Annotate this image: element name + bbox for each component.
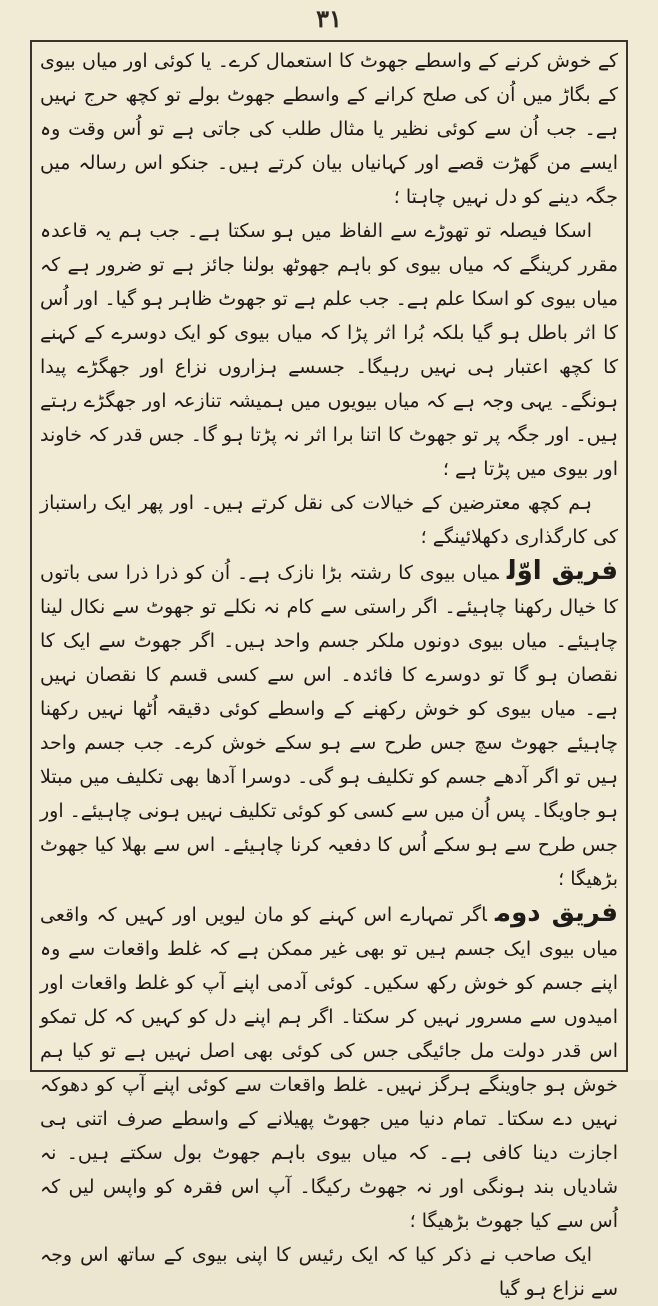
paragraph-text: میاں بیوی کا رشتہ بڑا نازک ہے۔ اُن کو ذرا ذرا سی باتوں کا خیال رکھنا چاہیئے۔ اگر راستی سے کام نہ نکلے تو جھوٹ سے نکال لینا چاہیئے۔ میاں بیوی دونوں ملکر جسم واحد ہیں۔ اگر جھوٹ سے ایک کا نقصان ہو گا تو دوسرے کا فائدہ۔ اس سے کسی قسم کا نقصان نہیں ہے۔ میاں بیوی کو خوش رکھنے کے واسطے کوئی دقیقہ اُٹھا نہیں رکھنا چاہیئے جھوٹ سچ جس طرح سے ہو سکے خوش کرے۔ جب جسم واحد ہیں تو اگر آدھے جسم کو تکلیف ہو گی۔ دوسرا آدھا بھی تکلیف میں مبتلا ہو جاویگا۔ پس اُن میں سے کسی کو کوئی تکلیف نہیں ہونی چاہیئے۔ اور جس طرح سے ہو سکے اُس کا دفعیہ کرنا چاہیئے۔ اس سے بھلا کیا جھوٹ بڑھیگا ؛ — [40, 562, 618, 890]
paragraph — [40, 1238, 618, 1306]
section-heading: فریق دوم — [494, 898, 618, 928]
paragraph — [40, 896, 618, 1238]
paragraph-text: اگر تمہارے اس کہنے کو مان لیویں اور کہیں کہ واقعی میاں بیوی ایک جسم ہیں تو بھی غیر ممکن ہے کہ غلط واقعات سے وہ اپنے جسم کو خوش رکھ سکیں۔ کوئی آدمی اپنے آپ کو غلط واقعات اور امیدوں سے مسرور نہیں کر سکتا۔ اگر ہم اپنے دل کو کہیں کہ کل تمکو اس قدر دولت مل جائیگی جس کی کوئی بھی اصل نہیں ہے تو کیا ہم خوش ہو جاوینگے ہرگز نہیں۔ غلط واقعات سے کوئی اپنے آپ کو دھوکہ نہیں دے سکتا۔ تمام دنیا میں جھوٹ پھیلانے کے واسطے صرف اتنی ہی اجازت دینا کافی ہے۔ کہ میاں بیوی باہم جھوٹ بول سکتے ہیں۔ نہ شادیاں بند ہونگی اور نہ جھوٹ رکیگا۔ آپ اس فقرہ کو واپس لیں کہ اُس سے کیا جھوٹ بڑھیگا ؛ — [40, 904, 618, 1232]
paragraph-text: ایک صاحب نے ذکر کیا کہ ایک رئیس کا اپنی بیوی کے ساتھ اس وجہ سے نزاع ہو گیا — [40, 1244, 618, 1300]
paragraph-text: ہم کچھ معترضین کے خیالات کی نقل کرتے ہیں۔ اور پھر ایک راستباز کی کارگذاری دکھلائینگے ؛ — [40, 492, 618, 548]
paragraph — [40, 44, 618, 214]
paragraph-text: اسکا فیصلہ تو تھوڑے سے الفاظ میں ہو سکتا ہے۔ جب ہم یہ قاعدہ مقرر کرینگے کہ میاں بیوی کو باہم جھوٹھ بولنا جائز ہے تو ضرور ہے کہ میاں بیوی کو اسکا علم ہے۔ جب علم ہے تو جھوٹ ظاہر ہو گیا۔ اور اُس کا اثر باطل ہو گیا بلکہ بُرا اثر پڑا کہ میاں بیوی کو ایک دوسرے کے کہنے کا کچھ اعتبار ہی نہیں رہیگا۔ جسسے ہزاروں نزاع اور جھگڑے پیدا ہونگے۔ یہی وجہ ہے کہ میاں بیویوں میں ہمیشہ تنازعہ اور جھگڑے رہتے ہیں۔ اور جگہ پر تو جھوٹ کا اتنا برا اثر نہ پڑتا ہو گا۔ جس قدر کہ خاوند اور بیوی میں پڑتا ہے ؛ — [40, 220, 618, 480]
section-heading: فریق اوّل — [506, 556, 618, 586]
page-number: ۳۱ — [316, 4, 342, 33]
paragraph — [40, 486, 618, 554]
page-body-text — [40, 44, 618, 1300]
paragraph — [40, 554, 618, 896]
paragraph-text: کے خوش کرنے کے واسطے جھوٹ کا استعمال کرے۔ یا کوئی اور میاں بیوی کے بگاڑ میں اُن کی صلح کرانے کے واسطے جھوٹ بولے تو کچھ حرج نہیں ہے۔ جب اُن سے کوئی نظیر یا مثال طلب کی جاتی ہے تو اُس وقت وہ ایسے من گھڑت قصے اور کہانیاں بیان کرتے ہیں۔ جنکو اس رسالہ میں جگہ دینے کو دل نہیں چاہتا ؛ — [40, 50, 618, 208]
paragraph — [40, 214, 618, 486]
